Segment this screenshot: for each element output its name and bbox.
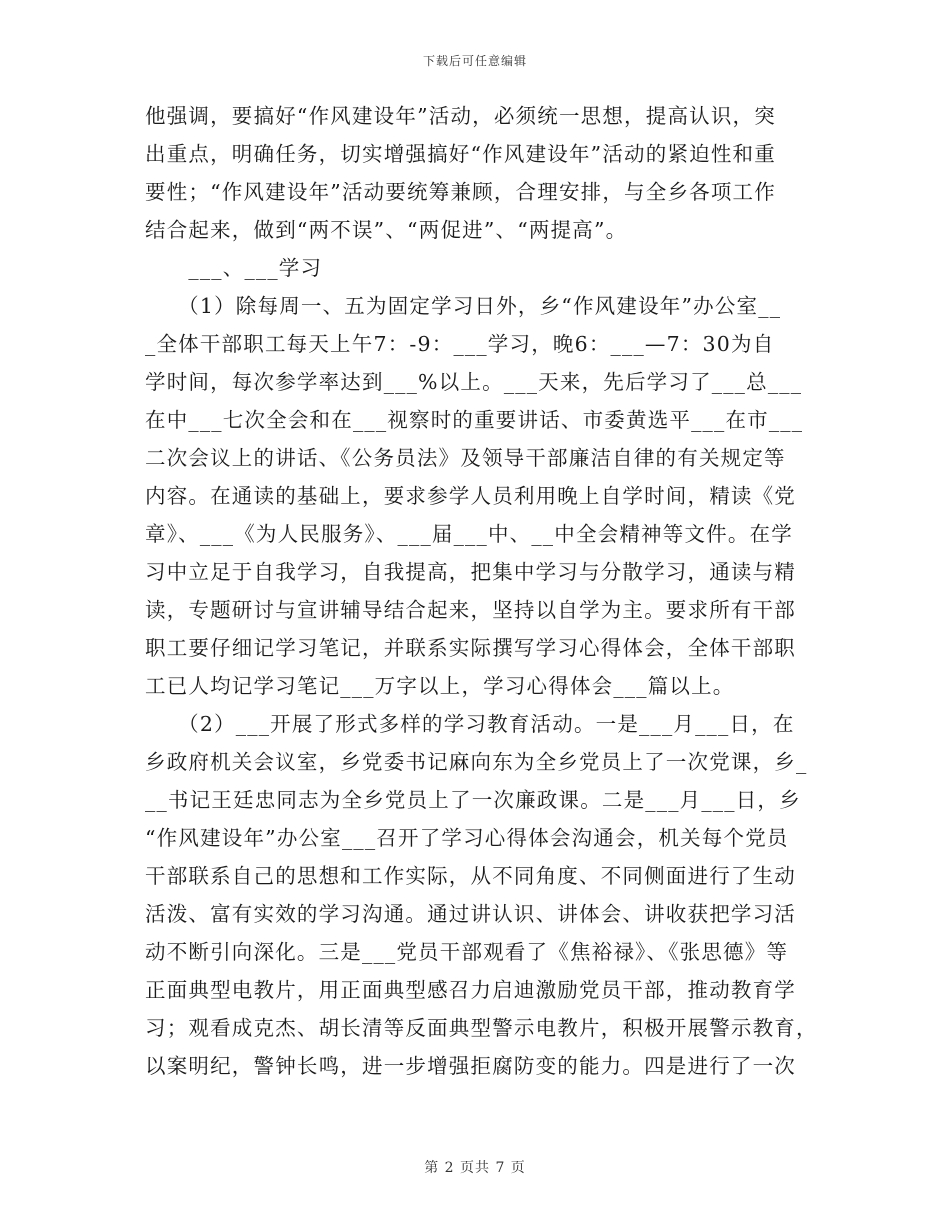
body-text-line: （2）___开展了形式多样的学习教育活动。一是___月___日，在: [145, 712, 795, 736]
body-text-line: 章》、___《为人民服务》、___届___中、__中全会精神等文件。在学: [145, 522, 793, 546]
body-text-line: 在中___七次全会和在___视察时的重要讲话、市委黄选平___在市___: [145, 408, 804, 432]
body-text-line: __书记王廷忠同志为全乡党员上了一次廉政课。二是___月___日，乡: [145, 788, 801, 812]
body-text-line: 结合起来，做到“两不误”、“两促进”、“两提高”。: [145, 218, 628, 242]
page-header: 下载后可任意编辑: [422, 54, 527, 68]
body-text-line: 他强调，要搞好“作风建设年”活动，必须统一思想，提高认识，突: [145, 104, 776, 128]
body-text-line: 习中立足于自我学习，自我提高，把集中学习与分散学习，通读与精: [145, 560, 796, 584]
body-text-line: 二次会议上的讲话、《公务员法》及领导干部廉洁自律的有关规定等: [145, 446, 786, 470]
body-text-line: “作风建设年”办公室___召开了学习心得体会沟通会，机关每个党员: [145, 826, 789, 850]
body-text-line: （1）除每周一、五为固定学习日外，乡“作风建设年”办公室__: [145, 294, 782, 318]
body-text-line: 乡政府机关会议室，乡党委书记麻向东为全乡党员上了一次党课，乡_: [145, 750, 808, 774]
body-text-line: 要性；“作风建设年”活动要统筹兼顾，合理安排，与全乡各项工作: [145, 180, 776, 204]
body-text-line: 内容。在通读的基础上，要求参学人员利用晚上自学时间，精读《党: [145, 484, 796, 508]
body-text-line: _全体干部职工每天上午7：-9：___学习，晚6：___—7：30为自: [145, 332, 775, 356]
body-text-line: 学时间，每次参学率达到___%以上。___天来，先后学习了___总___: [145, 370, 803, 394]
body-text-line: 出重点，明确任务，切实增强搞好“作风建设年”活动的紧迫性和重: [145, 142, 776, 166]
body-text-line: 工已人均记学习笔记___万字以上，学习心得体会___篇以上。: [145, 674, 735, 698]
body-text-line: 活泼、富有实效的学习沟通。通过讲认识、讲体会、讲收获把学习活: [145, 902, 796, 926]
body-text-line: ___、___学习: [145, 256, 323, 280]
body-text-line: 职工要仔细记学习笔记，并联系实际撰写学习心得体会，全体干部职: [145, 636, 796, 660]
body-text-line: 正面典型电教片，用正面典型感召力启迪激励党员干部，推动教育学: [145, 978, 796, 1002]
body-text-line: 干部联系自己的思想和工作实际，从不同角度、不同侧面进行了生动: [145, 864, 796, 888]
body-text-line: 读，专题研讨与宣讲辅导结合起来，坚持以自学为主。要求所有干部: [145, 598, 796, 622]
document-body: [145, 97, 818, 1085]
body-text-line: 以案明纪，警钟长鸣，进一步增强拒腐防变的能力。四是进行了一次: [145, 1054, 796, 1078]
body-text-line: 动不断引向深化。三是___党员干部观看了《焦裕禄》、《张思德》等: [145, 940, 789, 964]
body-text-line: 习；观看成克杰、胡长清等反面典型警示电教片，积极开展警示教育，: [145, 1016, 818, 1040]
page-footer: 第 2 页共 7 页: [424, 1160, 526, 1176]
